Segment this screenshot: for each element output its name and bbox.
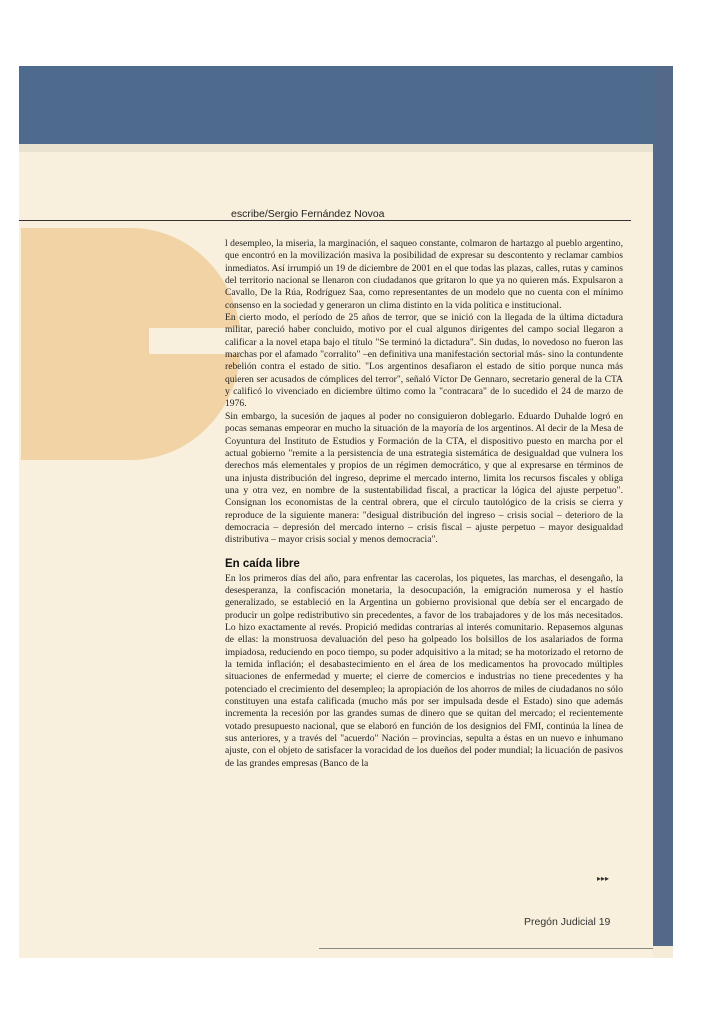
paragraph: Sin embargo, la sucesión de jaques al poder no consiguieron doblegarlo. Eduardo Duhalde logró en pocas semanas empeorar en mucho la situación de la mayoría de los argentinos. Al decir de la Mesa de Coyuntura del Instituto de Estudios y Formación de la CTA, el dispositivo puesto en marcha por el actual gobierno "remite a la persistencia de una estrategia sistemática de desigualdad que vulnera los derechos más elementales y propios de un régimen democrático, y que al expresarse en términos de una injusta distribución del ingreso, deprime el mercado interno, limita los recursos fiscales y obliga una y otra vez, en nombre de la sustentabilidad fiscal, a practicar la lógica del ajuste perpetuo". Consignan los economistas de la central obrera, que el círculo tautológico de la crisis se cierra y reproduce de la siguiente manera: "desigual distribución del ingreso – crisis social – deterioro de la democracia – depresión del mercado interno – crisis fiscal – ajuste perpetuo – mayor desigualdad distributiva – mayor crisis social y menos democracia". bbox=[225, 410, 623, 546]
footer-rule bbox=[319, 948, 653, 949]
paragraph: En los primeros días del año, para enfrentar las cacerolas, los piquetes, las marchas, el desengaño, la desesperanza, la confiscación monetaria, la desocupación, la emigración numerosa y el hastío generalizado, se estableció en la Argentina un gobierno provisional que debía ser el encargado de producir un golpe redistributivo sin precedentes, a favor de los trabajadores y de los más necesitados. Lo hizo exactamente al revés. Propició medidas contrarias al interés comunitario. Repasemos algunas de ellas: la monstruosa devaluación del peso ha golpeado los bolsillos de los asalariados de forma impiadosa, reduciendo en poco tiempo, su poder adquisitivo a la mitad; se ha motorizado el retorno de la temida inflación; el desabastecimiento en el área de los medicamentos ha provocado múltiples situaciones de enfermedad y muerte; el cierre de comercios e industrias no tiene precedentes y ha potenciado el crecimiento del desempleo; la apropiación de los ahorros de miles de ciudadanos no sólo constituyen una estafa calificada (mucho más por ser impulsada desde el Estado) sino que además incrementa la recesión por las grandes sumas de dinero que se quitan del mercado; el recientemente votado presupuesto nacional, que se elaboró en función de los designios del FMI, continúa la línea de sus anteriores, y a través del "acuerdo" Nación – provincias, sepulta a éstas en un nuevo e inhumano ajuste, con el objeto de satisfacer la voracidad de los dueños del poder mundial; la licuación de pasivos de las grandes empresas (Banco de la bbox=[225, 572, 623, 769]
continue-arrows-icon: ▸▸▸ bbox=[597, 874, 610, 883]
section-heading: En caída libre bbox=[225, 557, 300, 570]
page-footer: Pregón Judicial 19 bbox=[524, 916, 611, 928]
paragraph: l desempleo, la miseria, la marginación, el saqueo constante, colmaron de hartazgo al pueblo argentino, que encontró en la movilización masiva la posibilidad de expresar su descontento y reclamar cambios inmediatos. Así irrumpió un 19 de diciembre de 2001 en el que todas las plazas, calles, rutas y caminos del territorio nacional se llenaron con ciudadanos que gritaron lo que ya no quieren más. Expulsaron a Cavallo, De la Rúa, Rodríguez Saa, como representantes de un modelo que no cuenta con el mínimo consenso en la sociedad y generaron un clima distinto en la vida política e institucional. bbox=[225, 238, 623, 311]
byline-rule bbox=[19, 220, 631, 221]
top-color-band bbox=[19, 66, 673, 144]
article-body bbox=[225, 238, 623, 770]
paragraph: En cierto modo, el período de 25 años de terror, que se inició con la llegada de la última dictadura militar, pareció haber concluido, motivo por el cual algunos dirigentes del campo social llegaron a calificar a la novel etapa bajo el título "Se terminó la dictadura". Sin dudas, lo novedoso no fueron las marchas por el afamado "corralito" –en definitiva una manifestación sectorial más- sino la contundente rebelión contra el estado de sitio. "Los argentinos desafiaron el estado de sitio porque nunca más quieren ser acusados de cómplices del terror", señaló Víctor De Gennaro, secretario general de la CTA y calificó lo vivenciado en diciembre último como la "contracara" de lo sucedido el 24 de marzo de 1976. bbox=[225, 312, 623, 410]
scanned-page bbox=[19, 66, 673, 958]
byline: escribe/Sergio Fernández Novoa bbox=[231, 208, 385, 220]
header-strip bbox=[19, 144, 653, 152]
right-edge-band bbox=[653, 66, 673, 946]
